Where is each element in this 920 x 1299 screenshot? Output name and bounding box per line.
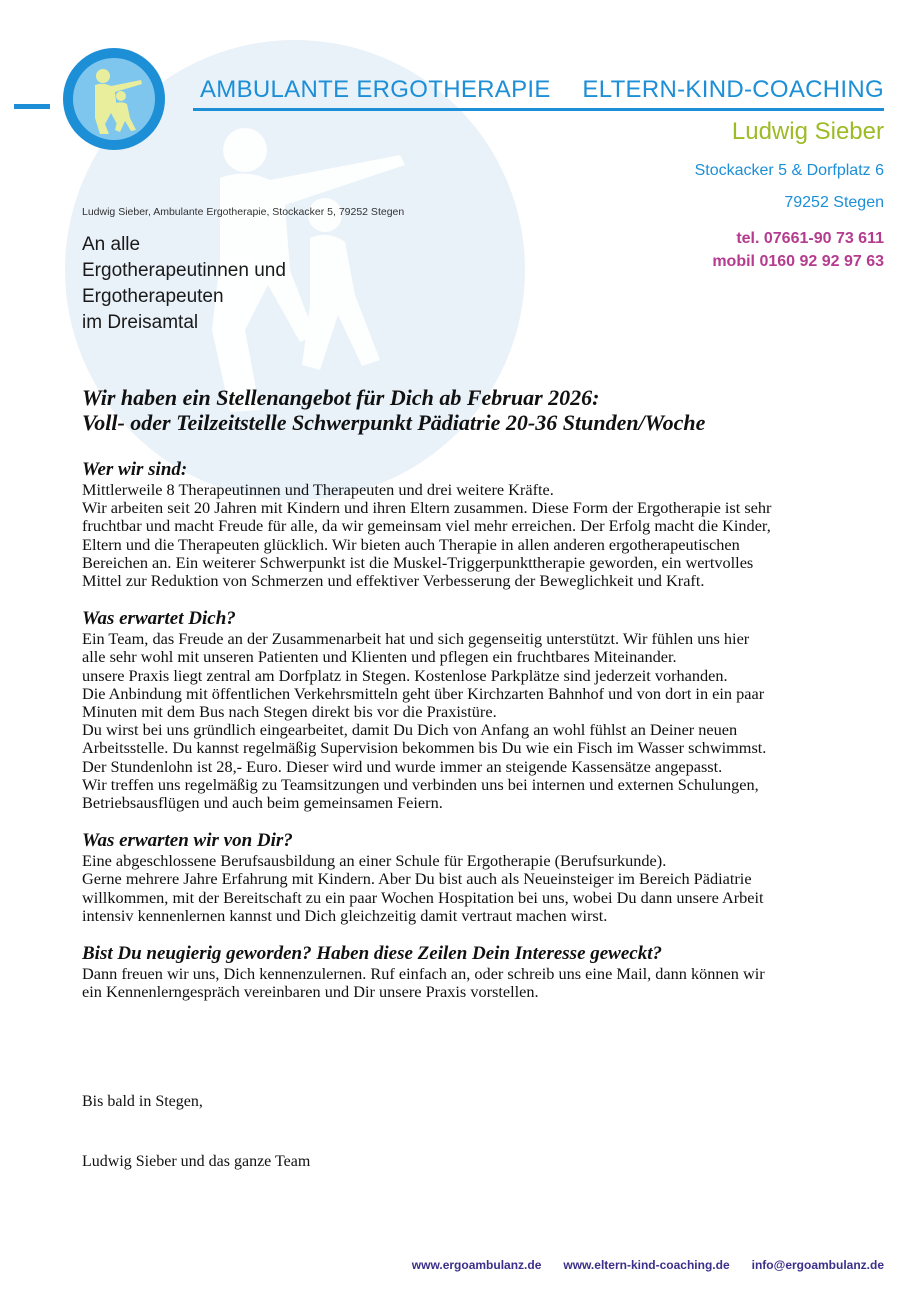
body-line: Mittlerweile 8 Therapeutinnen und Therapeuten und drei weitere Kräfte. — [82, 480, 554, 499]
logo-accent-bar — [14, 104, 50, 109]
headline-line: Wir haben ein Stellenangebot für Dich ab Februar 2026: — [82, 385, 600, 410]
footer-website-ergoambulanz[interactable]: www.ergoambulanz.de — [411, 1258, 542, 1272]
body-line: ein Kennenlerngespräch vereinbaren und Dir unsere Praxis vorstellen. — [82, 982, 539, 1002]
recipient-block — [82, 232, 286, 336]
section-heading: Bist Du neugierig geworden? Haben diese Zeilen Dein Interesse geweckt? — [82, 943, 663, 965]
recipient-line: Ergotherapeuten — [82, 286, 224, 307]
phone-number[interactable]: tel. 07661-90 73 611 — [736, 230, 884, 247]
headline-line: Voll- oder Teilzeitstelle Schwerpunkt Pädiatrie 20-36 Stunden/Woche — [82, 410, 706, 435]
footer-website-eltern-kind-coaching[interactable]: www.eltern-kind-coaching.de — [563, 1258, 730, 1272]
body-line: Dann freuen wir uns, Dich kennenzulernen. Ruf einfach an, oder schreib uns eine Mail, dann können wir — [82, 964, 765, 984]
letter-body — [82, 459, 882, 1019]
body-line: Arbeitsstelle. Du kannst regelmäßig Supervision bekommen bis Du wie ein Fisch im Wasser schwimmst. — [82, 738, 767, 758]
logo-figure-icon — [73, 58, 155, 140]
section-heading: Wer wir sind: — [82, 459, 188, 480]
recipient-line: Ergotherapeutinnen und — [82, 260, 286, 281]
body-line: Wir treffen uns regelmäßig zu Teamsitzungen und verbinden uns bei internen und externen Schulungen, — [82, 774, 759, 794]
owner-name: Ludwig Sieber — [731, 118, 884, 145]
header-services — [200, 76, 884, 104]
body-line: unsere Praxis liegt zentral am Dorfplatz in Stegen. Kostenlose Parkplätze sind jederzeit vorhanden. — [82, 665, 728, 685]
signature-line: Ludwig Sieber und das ganze Team — [82, 1153, 311, 1170]
body-line: Betriebsausflügen und auch beim gemeinsamen Feiern. — [82, 793, 443, 813]
address-street: Stockacker 5 & Dorfplatz 6 — [694, 162, 884, 179]
body-line: alle sehr wohl mit unseren Patienten und Klienten und pflegen ein fruchtbares Miteinander. — [82, 647, 677, 667]
service-eltern-kind-coaching: ELTERN-KIND-COACHING — [582, 76, 884, 103]
job-headline — [82, 385, 882, 435]
body-line: Eine abgeschlossene Berufsausbildung an einer Schule für Ergotherapie (Berufsurkunde). — [82, 851, 667, 871]
service-ergotherapie: AMBULANTE ERGOTHERAPIE — [200, 76, 551, 103]
address-city: 79252 Stegen — [784, 194, 884, 211]
footer-links — [412, 1258, 884, 1272]
closing-line: Bis bald in Stegen, — [82, 1093, 203, 1110]
section-what-awaits-you — [82, 608, 882, 812]
body-line: Ein Team, das Freude an der Zusammenarbeit hat und sich gegenseitig unterstützt. Wir fühlen uns hier — [82, 629, 750, 649]
footer-email[interactable]: info@ergoambulanz.de — [751, 1258, 884, 1272]
recipient-line: An alle — [82, 234, 141, 255]
section-what-we-expect — [82, 830, 882, 925]
body-line: Wir arbeiten seit 20 Jahren mit Kindern und ihren Eltern zusammen. Diese Form der Ergotherapie ist sehr — [82, 498, 772, 518]
body-line: Mittel zur Reduktion von Schmerzen und effektiver Verbesserung der Beweglichkeit und Kraft. — [82, 571, 705, 591]
body-line: Minuten mit dem Bus nach Stegen direkt bis vor die Praxistüre. — [82, 702, 497, 722]
section-curious — [82, 943, 882, 1001]
body-line: Die Anbindung mit öffentlichen Verkehrsmitteln geht über Kirchzarten Bahnhof und von dort in ein paar — [82, 683, 765, 703]
body-line: Der Stundenlohn ist 28,- Euro. Dieser wird und wurde immer an steigende Kassensätze angepasst. — [82, 756, 723, 776]
body-line: Du wirst bei uns gründlich eingearbeitet, damit Du Dich von Anfang an wohl fühlst an Deiner neuen — [82, 720, 738, 740]
logo-inner-circle — [73, 58, 155, 140]
body-line: Gerne mehrere Jahre Erfahrung mit Kindern. Aber Du bist auch als Neueinsteiger im Bereich Pädiatrie — [82, 869, 752, 889]
mobile-number[interactable]: mobil 0160 92 92 97 63 — [712, 253, 884, 270]
body-line: Eltern und die Therapeuten glücklich. Wir bieten auch Therapie in allen anderen ergotherapeutischen — [82, 534, 740, 554]
body-line: Bereichen an. Ein weiterer Schwerpunkt ist die Muskel-Triggerpunkttherapie geworden, ein wertvolles — [82, 552, 754, 572]
section-heading: Was erwarten wir von Dir? — [82, 830, 293, 852]
body-line: willkommen, mit der Bereitschaft zu ein paar Wochen Hospitation bei uns, wobei Du dann unsere Arbeit — [82, 887, 764, 907]
header-divider — [193, 108, 884, 111]
body-line: intensiv kennenlernen kannst und Dich gleichzeitig damit vertraut machen wirst. — [82, 905, 608, 925]
section-heading: Was erwartet Dich? — [82, 608, 236, 630]
body-line: fruchtbar und macht Freude für alle, da wir gemeinsam viel mehr erreichen. Der Erfolg macht die Kinder, — [82, 516, 771, 536]
section-who-we-are — [82, 459, 882, 590]
recipient-line: im Dreisamtal — [82, 312, 199, 333]
sender-line: Ludwig Sieber, Ambulante Ergotherapie, Stockacker 5, 79252 Stegen — [82, 206, 405, 218]
